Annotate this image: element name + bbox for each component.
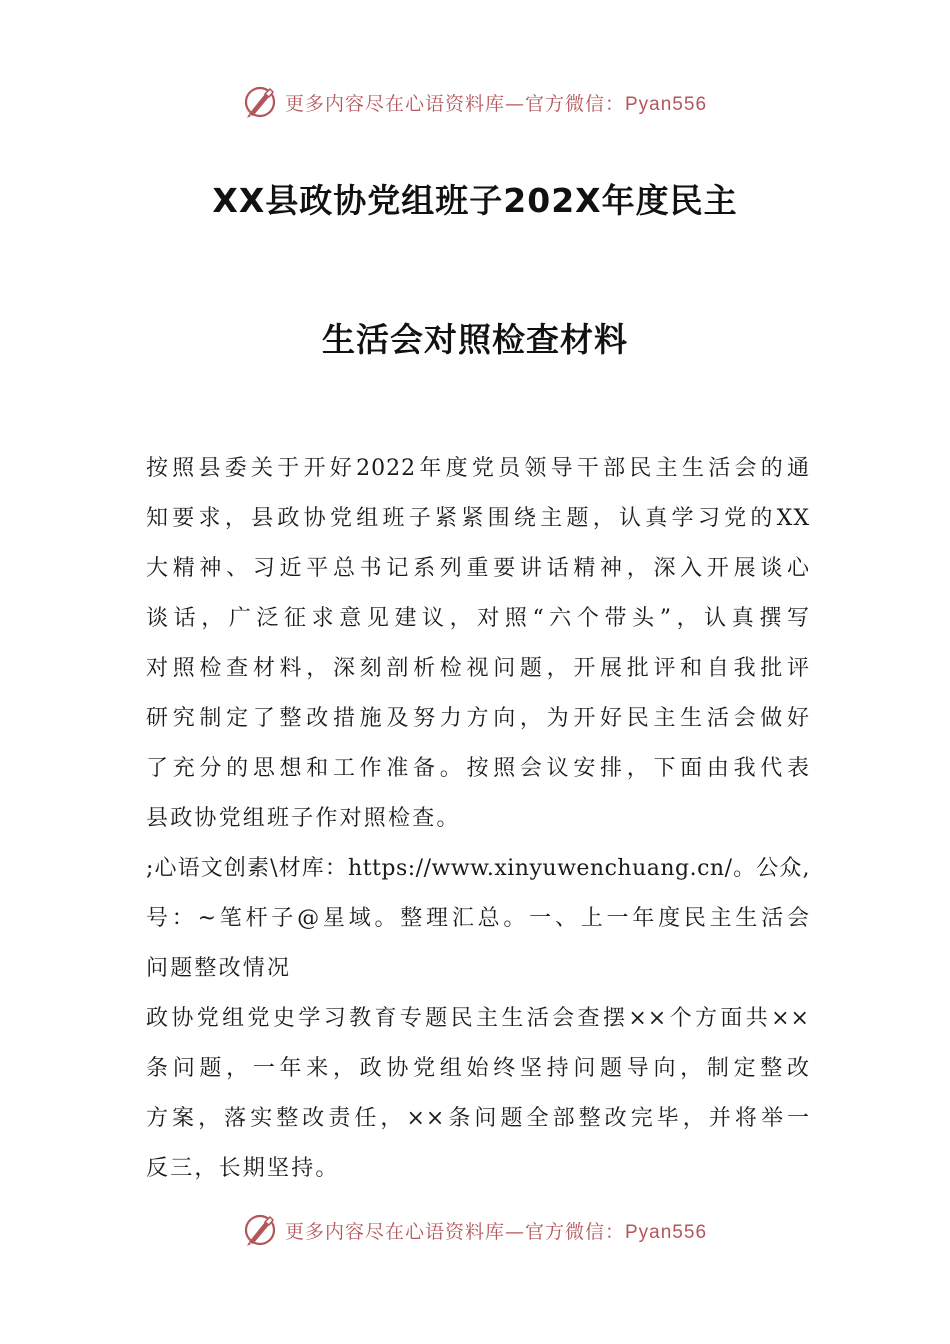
source-line: ;心语文创素\材库：https://www.xinyuwenchuang.cn/。公众, (146, 856, 810, 881)
body-line: 政协党组党史学习教育专题民主生活会查摆××个方面共×× (146, 1006, 810, 1031)
document-title-line-1: XX县政协党组班子202X年度民主 (212, 181, 738, 220)
body-line: 按照县委关于开好2022年度党员领导干部民主生活会的通 (146, 456, 810, 481)
body-line: 县政协党组班子作对照检查。 (146, 806, 461, 831)
body-line: 方案，落实整改责任，××条问题全部整改完毕，并将举一 (146, 1106, 810, 1131)
body-line: 大精神、习近平总书记系列重要讲话精神，深入开展谈心 (146, 556, 810, 581)
watermark-banner-top (0, 82, 950, 122)
body-line: 反三，长期坚持。 (146, 1156, 340, 1181)
pen-logo-icon (243, 1213, 277, 1247)
body-line: 知要求，县政协党组班子紧紧围绕主题，认真学习党的XX (146, 506, 810, 531)
section-heading-line: 问题整改情况 (146, 956, 292, 981)
watermark-text: 更多内容尽在心语资料库—官方微信：Pyan556 (284, 1220, 708, 1243)
document-title-line-2: 生活会对照检查材料 (322, 320, 628, 359)
body-line: 了充分的思想和工作准备。按照会议安排，下面由我代表 (146, 756, 810, 781)
body-line: 谈话，广泛征求意见建议，对照“六个带头”，认真撰写 (146, 606, 810, 631)
watermark-banner-bottom (0, 1210, 950, 1250)
body-line: 条问题，一年来，政协党组始终坚持问题导向，制定整改 (146, 1056, 810, 1081)
watermark-text: 更多内容尽在心语资料库—官方微信：Pyan556 (284, 92, 708, 115)
document-body (146, 444, 810, 1194)
body-line: 号：~笔杆子@星域。整理汇总。一、上一年度民主生活会 (146, 906, 810, 931)
pen-logo-icon (243, 85, 277, 119)
body-line: 对照检查材料，深刻剖析检视问题，开展批评和自我批评 (146, 656, 810, 681)
body-line: 研究制定了整改措施及努力方向，为开好民主生活会做好 (146, 706, 810, 731)
